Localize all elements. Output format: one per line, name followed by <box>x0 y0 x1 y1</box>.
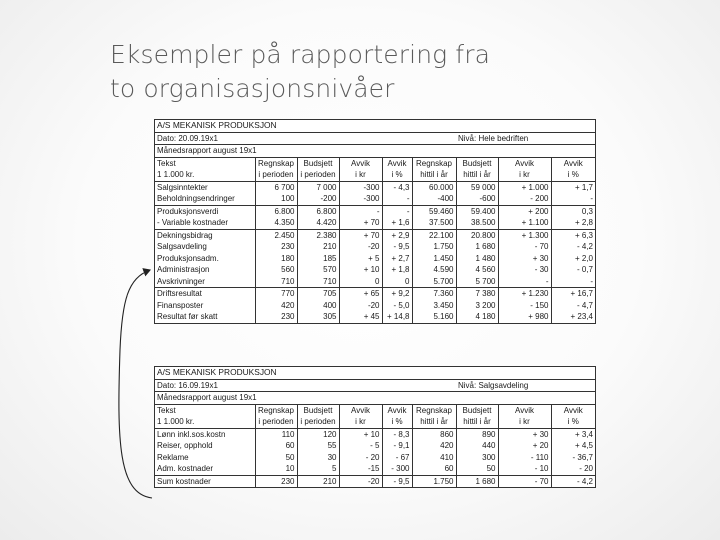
table-cell: - 67 <box>382 452 412 464</box>
slide-title-line-2: to organisasjonsnivåer <box>110 74 395 103</box>
table-cell: 1.750 <box>412 241 456 253</box>
table-cell: - 5 <box>339 440 382 452</box>
table-cell: + 4,5 <box>551 440 595 452</box>
table-cell: - <box>498 276 551 288</box>
table-cell: + 2,8 <box>551 217 595 229</box>
table-cell: - 0,7 <box>551 264 595 276</box>
table-cell: - 70 <box>498 241 551 253</box>
table-cell: - <box>551 193 595 205</box>
header-cell: Budsjett <box>456 157 498 169</box>
header-cell: Regnskap <box>412 404 456 416</box>
table-cell: - 9,1 <box>382 440 412 452</box>
header-cell: Budsjett <box>456 404 498 416</box>
table-cell: + 1.300 <box>498 229 551 241</box>
header-cell: Avvik <box>339 157 382 169</box>
header-cell: Tekst <box>155 404 255 416</box>
table-cell: + 2,7 <box>382 253 412 265</box>
table-cell: 5 700 <box>456 276 498 288</box>
row-label: - Variable kostnader <box>157 218 228 227</box>
header-cell: Avvik <box>551 404 595 416</box>
table-cell: 4 180 <box>456 311 498 323</box>
report-level: Nivå: Hele bedriften <box>456 132 595 145</box>
table-cell: - 4,7 <box>551 300 595 312</box>
table-cell: + 70 <box>339 229 382 241</box>
table-cell: 3 200 <box>456 300 498 312</box>
slide-title-line-1: Eksempler på rapportering fra <box>110 40 490 69</box>
table-cell: 38.500 <box>456 217 498 229</box>
table-cell: 2.450 <box>255 229 297 241</box>
table-cell: + 14,8 <box>382 311 412 323</box>
table-cell: 30 <box>297 452 339 464</box>
table-cell: - 30 <box>498 264 551 276</box>
table-cell: 860 <box>412 428 456 440</box>
table-cell: 50 <box>456 463 498 475</box>
table-cell: + 200 <box>498 205 551 217</box>
table-cell: 60.000 <box>412 181 456 193</box>
table-cell: 1 680 <box>456 475 498 487</box>
table-cell: - <box>382 193 412 205</box>
table-cell: + 20 <box>498 440 551 452</box>
table-cell: 560 <box>255 264 297 276</box>
table-cell: 55 <box>297 440 339 452</box>
report-company: A/S MEKANISK PRODUKSJON <box>157 367 277 377</box>
table-cell: 3.450 <box>412 300 456 312</box>
header-cell: i % <box>382 169 412 181</box>
header-cell: Regnskap <box>412 157 456 169</box>
table-cell: + 70 <box>339 217 382 229</box>
report-period: Månedsrapport august 19x1 <box>155 392 595 405</box>
table-cell: -300 <box>339 181 382 193</box>
report-date: Dato: 20.09.19x1 <box>155 132 456 145</box>
table-cell: 570 <box>297 264 339 276</box>
table-cell: + 10 <box>339 264 382 276</box>
table-cell: 59.400 <box>456 205 498 217</box>
table-cell: - 8,3 <box>382 428 412 440</box>
table-cell: 22.100 <box>412 229 456 241</box>
header-cell: Tekst <box>155 157 255 169</box>
table-cell: 4.350 <box>255 217 297 229</box>
table-cell: + 2,0 <box>551 253 595 265</box>
table-cell: 60 <box>255 440 297 452</box>
table-cell: - 9,5 <box>382 241 412 253</box>
table-cell: -300 <box>339 193 382 205</box>
header-cell: i perioden <box>255 416 297 428</box>
table-cell: - 300 <box>382 463 412 475</box>
row-label: Beholdningsendringer <box>157 194 235 203</box>
table-cell: 0 <box>382 276 412 288</box>
table-cell: 4 560 <box>456 264 498 276</box>
table-cell: + 1,8 <box>382 264 412 276</box>
header-cell: hittil i år <box>456 169 498 181</box>
table-cell: + 1,6 <box>382 217 412 229</box>
row-label: Sum kostnader <box>155 475 255 487</box>
table-cell: - 4,2 <box>551 475 595 487</box>
table-cell: -20 <box>339 300 382 312</box>
header-cell: hittil i år <box>412 416 456 428</box>
table-cell: -20 <box>339 241 382 253</box>
table-cell: 37.500 <box>412 217 456 229</box>
row-label: Administrasjon <box>157 265 210 274</box>
table-cell: - 70 <box>498 475 551 487</box>
table-cell: 1.450 <box>412 253 456 265</box>
table-cell: 120 <box>297 428 339 440</box>
header-cell: i % <box>551 416 595 428</box>
table-cell: -20 <box>339 475 382 487</box>
table-cell: + 45 <box>339 311 382 323</box>
table-cell: 6 700 <box>255 181 297 193</box>
table-cell: 420 <box>412 440 456 452</box>
header-cell: Avvik <box>339 404 382 416</box>
row-label: Resultat før skatt <box>157 312 218 321</box>
table-cell: 20.800 <box>456 229 498 241</box>
table-cell: - 10 <box>498 463 551 475</box>
table-cell: 230 <box>255 241 297 253</box>
table-cell: - 20 <box>551 463 595 475</box>
table-cell: 100 <box>255 193 297 205</box>
table-cell: 210 <box>297 241 339 253</box>
row-label: Produksjonsverdi <box>155 205 255 217</box>
header-cell: i perioden <box>297 169 339 181</box>
table-cell: - 9,5 <box>382 475 412 487</box>
table-cell: -600 <box>456 193 498 205</box>
row-label: Avskrivninger <box>157 276 205 286</box>
row-label: Finansposter <box>157 300 204 310</box>
table-cell: - <box>551 276 595 288</box>
table-cell: 59.460 <box>412 205 456 217</box>
table-cell: 7 380 <box>456 288 498 300</box>
header-cell: Budsjett <box>297 157 339 169</box>
header-cell: i kr <box>339 169 382 181</box>
table-cell: 5.700 <box>412 276 456 288</box>
header-cell: Avvik <box>382 157 412 169</box>
table-cell: 110 <box>255 428 297 440</box>
table-cell: 410 <box>412 452 456 464</box>
table-cell: 180 <box>255 253 297 265</box>
table-cell: 10 <box>255 463 297 475</box>
table-cell: 7.360 <box>412 288 456 300</box>
table-cell: - 200 <box>498 193 551 205</box>
table-cell: 210 <box>297 475 339 487</box>
table-cell: 4.420 <box>297 217 339 229</box>
report-company: A/S MEKANISK PRODUKSJON <box>157 120 277 130</box>
table-cell: 185 <box>297 253 339 265</box>
table-cell: 710 <box>255 276 297 288</box>
table-cell: - 4,3 <box>382 181 412 193</box>
row-label: Reklame <box>157 452 189 462</box>
table-cell: 710 <box>297 276 339 288</box>
header-cell: hittil i år <box>412 169 456 181</box>
header-cell: i kr <box>498 416 551 428</box>
table-cell: 305 <box>297 311 339 323</box>
table-cell: 1 480 <box>456 253 498 265</box>
table-cell: 7 000 <box>297 181 339 193</box>
header-cell: Avvik <box>498 157 551 169</box>
table-cell: - 36,7 <box>551 452 595 464</box>
report-period: Månedsrapport august 19x1 <box>155 145 595 158</box>
table-cell: -200 <box>297 193 339 205</box>
header-cell: Avvik <box>382 404 412 416</box>
table-cell: + 2,9 <box>382 229 412 241</box>
table-cell: 1.750 <box>412 475 456 487</box>
table-cell: - 20 <box>339 452 382 464</box>
table-cell: -15 <box>339 463 382 475</box>
table-cell: + 5 <box>339 253 382 265</box>
row-label: Driftsresultat <box>155 288 255 300</box>
table-cell: 705 <box>297 288 339 300</box>
header-cell: 1 1.000 kr. <box>157 417 195 426</box>
table-cell: + 65 <box>339 288 382 300</box>
table-cell: - 5,0 <box>382 300 412 312</box>
table-cell: 0 <box>339 276 382 288</box>
table-cell: + 16,7 <box>551 288 595 300</box>
table-cell: - <box>339 205 382 217</box>
table-cell: - 110 <box>498 452 551 464</box>
table-cell: + 30 <box>498 428 551 440</box>
row-label: Salgsinntekter <box>155 181 255 193</box>
header-cell: i perioden <box>255 169 297 181</box>
table-cell: 300 <box>456 452 498 464</box>
table-cell: 440 <box>456 440 498 452</box>
header-cell: i kr <box>339 416 382 428</box>
report-level: Nivå: Salgsavdeling <box>456 379 595 392</box>
table-cell: + 1.100 <box>498 217 551 229</box>
row-label: Dekningsbidrag <box>155 229 255 241</box>
report-date: Dato: 16.09.19x1 <box>155 379 456 392</box>
header-cell: Regnskap <box>255 404 297 416</box>
table-cell: 5.160 <box>412 311 456 323</box>
table-cell: 4.590 <box>412 264 456 276</box>
table-cell: 230 <box>255 311 297 323</box>
table-cell: + 1.000 <box>498 181 551 193</box>
table-cell: + 6,3 <box>551 229 595 241</box>
row-label: Adm. kostnader <box>157 464 214 473</box>
table-cell: 230 <box>255 475 297 487</box>
table-cell: 60 <box>412 463 456 475</box>
table-cell: 50 <box>255 452 297 464</box>
table-cell: - 4,2 <box>551 241 595 253</box>
table-cell: - <box>382 205 412 217</box>
row-label: Salgsavdeling <box>157 242 207 251</box>
row-label: Produksjonsadm. <box>157 253 219 263</box>
header-cell: Avvik <box>551 157 595 169</box>
header-cell: Budsjett <box>297 404 339 416</box>
table-cell: + 980 <box>498 311 551 323</box>
table-cell: + 1.230 <box>498 288 551 300</box>
table-cell: 770 <box>255 288 297 300</box>
header-cell: i perioden <box>297 416 339 428</box>
header-cell: i kr <box>498 169 551 181</box>
header-cell: hittil i år <box>456 416 498 428</box>
table-cell: 5 <box>297 463 339 475</box>
table-cell: + 3,4 <box>551 428 595 440</box>
table-cell: 6.800 <box>255 205 297 217</box>
table-cell: + 1,7 <box>551 181 595 193</box>
table-cell: + 30 <box>498 253 551 265</box>
table-cell: 400 <box>297 300 339 312</box>
table-cell: 59 000 <box>456 181 498 193</box>
table-cell: 6.800 <box>297 205 339 217</box>
table-cell: - 150 <box>498 300 551 312</box>
table-cell: + 9,2 <box>382 288 412 300</box>
table-cell: + 23,4 <box>551 311 595 323</box>
table-cell: -400 <box>412 193 456 205</box>
header-cell: i % <box>382 416 412 428</box>
header-cell: Regnskap <box>255 157 297 169</box>
header-cell: Avvik <box>498 404 551 416</box>
table-cell: 890 <box>456 428 498 440</box>
table-cell: 420 <box>255 300 297 312</box>
table-cell: 0,3 <box>551 205 595 217</box>
row-label: Reiser, opphold <box>157 441 213 450</box>
header-cell: i % <box>551 169 595 181</box>
row-label: Lønn inkl.sos.kostn <box>155 428 255 440</box>
header-cell: 1 1.000 kr. <box>157 170 195 179</box>
table-cell: 1 680 <box>456 241 498 253</box>
table-cell: + 10 <box>339 428 382 440</box>
table-cell: 2.380 <box>297 229 339 241</box>
